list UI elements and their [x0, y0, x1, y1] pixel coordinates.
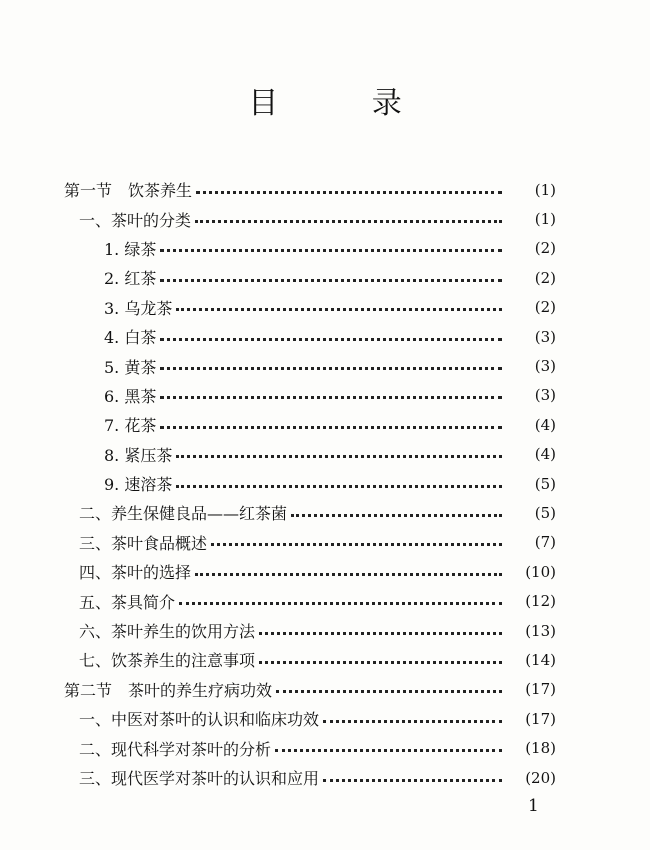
toc-entry [0, 351, 650, 380]
toc-entry-page: (3) [534, 327, 556, 346]
toc-entry-label: 1. 绿茶 [104, 239, 157, 259]
toc-leader-dots [160, 383, 502, 399]
toc-entry-label: 2. 红茶 [104, 269, 157, 289]
toc-leader-dots [176, 442, 502, 458]
toc-entry-page: (17) [525, 680, 556, 699]
toc-leader-dots [176, 472, 502, 488]
toc-leader-dots [160, 325, 502, 341]
toc-leader-dots [160, 236, 502, 252]
toc-entry [0, 586, 650, 615]
toc-entry-label: 五、茶具简介 [79, 592, 176, 612]
toc-leader-dots [291, 501, 502, 517]
toc-entry [0, 175, 650, 204]
toc-entry-label: 第一节 饮茶养生 [64, 181, 193, 201]
toc-entry-label: 二、养生保健良品——红茶菌 [79, 504, 288, 524]
toc-entry-label: 三、茶叶食品概述 [79, 533, 208, 553]
toc-entry-label: 四、茶叶的选择 [79, 563, 192, 583]
toc-entry-label: 5. 黄茶 [104, 357, 157, 377]
toc-entry-page: (5) [534, 503, 556, 522]
toc-entry-page: (4) [534, 445, 556, 464]
toc-leader-dots [275, 736, 502, 752]
toc-entry-label: 7. 花茶 [104, 416, 157, 436]
toc-entry [0, 469, 650, 498]
toc-entry-page: (14) [525, 650, 556, 669]
toc-entry [0, 763, 650, 792]
toc-entry-label: 9. 速溶茶 [104, 475, 173, 495]
toc-entry [0, 322, 650, 351]
toc-entry-page: (10) [525, 562, 556, 581]
toc-entry-page: (1) [534, 210, 556, 229]
toc-leader-dots [195, 207, 502, 223]
toc-entry-label: 6. 黑茶 [104, 386, 157, 406]
toc-leader-dots [196, 178, 502, 194]
toc-entry [0, 645, 650, 674]
toc-leader-dots [160, 354, 502, 370]
toc-entry [0, 263, 650, 292]
toc-entry-label: 七、饮茶养生的注意事项 [79, 651, 256, 671]
toc-leader-dots [259, 648, 502, 664]
toc-leader-dots [195, 560, 502, 576]
toc-entry [0, 234, 650, 263]
toc-entry-page: (13) [525, 621, 556, 640]
toc-entry-label: 一、中医对茶叶的认识和临床功效 [79, 710, 320, 730]
toc-leader-dots [323, 766, 502, 782]
toc-entry-label: 3. 乌龙茶 [104, 298, 173, 318]
toc-entry-page: (2) [534, 298, 556, 317]
toc-entry-page: (2) [534, 268, 556, 287]
toc-entry [0, 410, 650, 439]
toc-leader-dots [160, 266, 502, 282]
toc-entry-page: (2) [534, 239, 556, 258]
toc-leader-dots [259, 619, 502, 635]
toc-entry-page: (1) [534, 180, 556, 199]
toc-entry-label: 二、现代科学对茶叶的分析 [79, 739, 272, 759]
toc-entry [0, 704, 650, 733]
toc-entry-page: (5) [534, 474, 556, 493]
toc-entry [0, 204, 650, 233]
toc-entry-page: (18) [525, 739, 556, 758]
toc-entry-label: 8. 紧压茶 [104, 445, 173, 465]
table-of-contents [0, 175, 650, 792]
toc-leader-dots [211, 530, 502, 546]
toc-entry-page: (4) [534, 415, 556, 434]
toc-leader-dots [160, 413, 502, 429]
toc-entry [0, 381, 650, 410]
toc-entry [0, 675, 650, 704]
toc-entry [0, 616, 650, 645]
toc-entry [0, 440, 650, 469]
toc-entry-label: 第二节 茶叶的养生疗病功效 [64, 680, 273, 700]
toc-leader-dots [179, 589, 502, 605]
toc-entry [0, 293, 650, 322]
toc-entry [0, 528, 650, 557]
toc-entry-label: 六、茶叶养生的饮用方法 [79, 622, 256, 642]
toc-entry-label: 4. 白茶 [104, 328, 157, 348]
toc-entry-page: (20) [525, 768, 556, 787]
toc-leader-dots [276, 677, 502, 693]
toc-entry-page: (7) [534, 533, 556, 552]
toc-entry-label: 三、现代医学对茶叶的认识和应用 [79, 769, 320, 788]
toc-entry-page: (3) [534, 386, 556, 405]
toc-leader-dots [323, 707, 502, 723]
page-title: 目 录 [248, 86, 444, 122]
toc-leader-dots [176, 295, 502, 311]
toc-entry-label: 一、茶叶的分类 [79, 210, 192, 230]
toc-entry [0, 498, 650, 527]
toc-entry [0, 557, 650, 586]
toc-entry-page: (12) [525, 592, 556, 611]
toc-entry [0, 733, 650, 762]
page-number: 1 [528, 796, 539, 816]
toc-entry-page: (17) [525, 709, 556, 728]
toc-entry-page: (3) [534, 357, 556, 376]
